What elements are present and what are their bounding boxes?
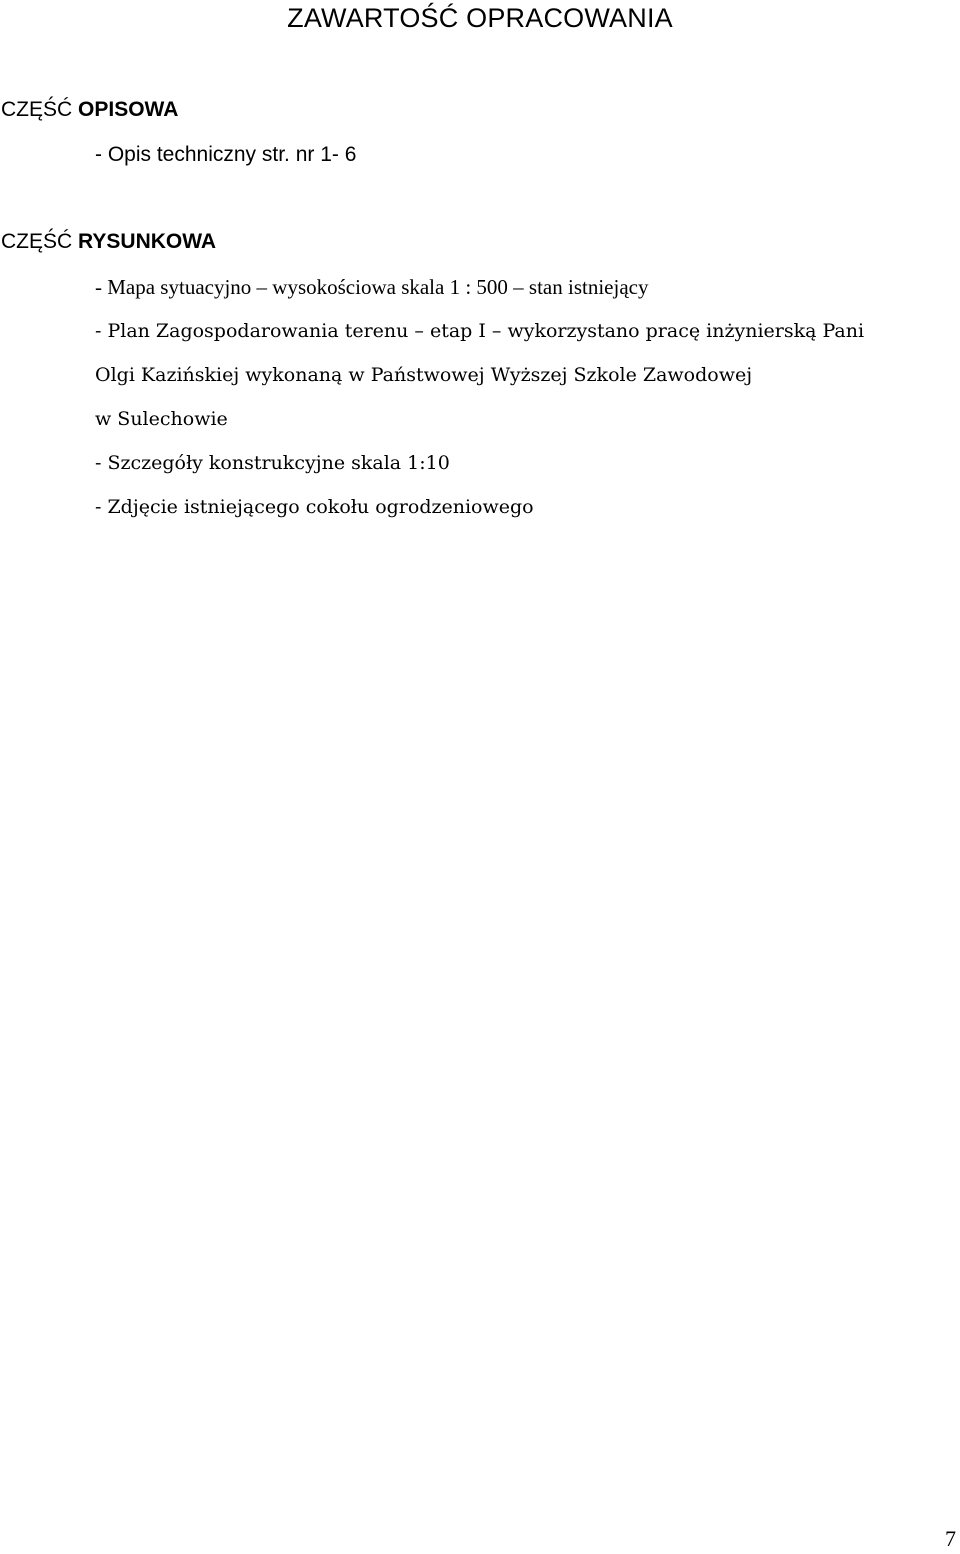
page-title: ZAWARTOŚĆ OPRACOWANIA <box>287 3 673 33</box>
drawings-list-item-continuation: w Sulechowie <box>95 408 228 430</box>
section-heading-drawings <box>1 229 216 255</box>
section-heading-prefix: CZĘŚĆ <box>1 98 73 121</box>
section-heading-name: RYSUNKOWA <box>78 230 217 253</box>
section-heading-name: OPISOWA <box>78 98 179 121</box>
drawings-list-item: - Zdjęcie istniejącego cokołu ogrodzeniowego <box>95 496 534 518</box>
drawings-list-item-continuation: Olgi Kazińskiej wykonaną w Państwowej Wyższej Szkole Zawodowej <box>95 364 753 386</box>
section-heading-descriptive <box>1 97 178 123</box>
drawings-list-item: - Mapa sytuacyjno – wysokościowa skala 1 : 500 – stan istniejący <box>95 275 649 299</box>
descriptive-list-item: - Opis techniczny str. nr 1- 6 <box>95 143 357 166</box>
section-heading-prefix: CZĘŚĆ <box>1 230 73 253</box>
page-number: 7 <box>945 1526 956 1551</box>
drawings-list-item: - Plan Zagospodarowania terenu – etap I – wykorzystano pracę inżynierską Pani <box>95 320 865 342</box>
drawings-list-item: - Szczegóły konstrukcyjne skala 1:10 <box>95 452 450 474</box>
drawings-list <box>95 265 925 529</box>
